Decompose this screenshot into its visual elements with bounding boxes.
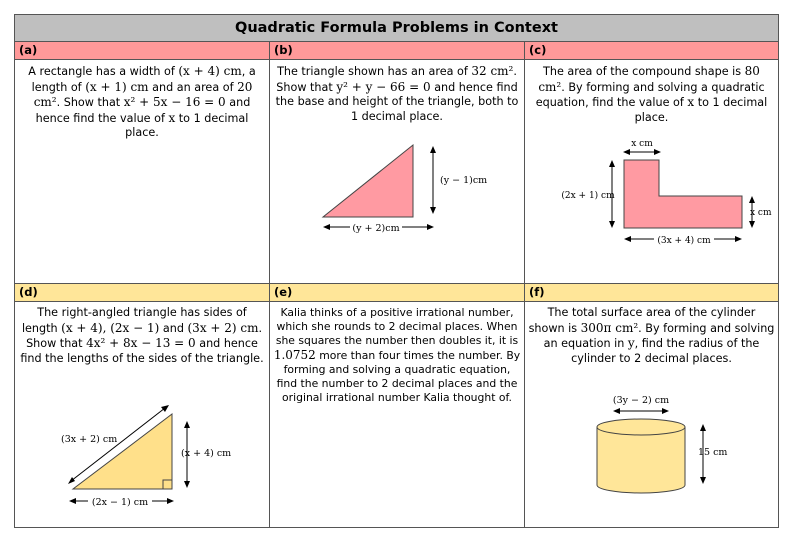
- l-shape: [624, 160, 742, 228]
- cell-c: [525, 42, 778, 283]
- cell-label: (b): [270, 42, 524, 60]
- problem-text: Kalia thinks of a positive irrational number, which she rounds to 2 decimal places. When she squares the number then doubles it, it is 1.0752 more than four times the number. By forming and solving a quadratic equation, find the number to 2 decimal places and the original irrational number Kalia thought of.: [273, 306, 521, 404]
- cell-b: [270, 42, 524, 283]
- triangle-diagram: [270, 42, 524, 283]
- arrowhead: [609, 160, 615, 167]
- worksheet-title: Quadratic Formula Problems in Context: [15, 15, 778, 42]
- cell-a: [15, 42, 269, 283]
- cell-label: (a): [15, 42, 269, 60]
- problem-text: A rectangle has a width of (x + 4) cm, a length of (x + 1) cm and an area of 20 cm². Show that x² + 5x − 16 = 0 and hence find the value of x to 1 decimal place.: [28, 64, 256, 140]
- arrowhead: [654, 149, 661, 155]
- diameter-label: (3y − 2) cm: [612, 395, 670, 406]
- arrowhead: [69, 498, 76, 504]
- right-label: x cm: [750, 208, 772, 218]
- arrowhead: [613, 408, 620, 414]
- arrowhead: [662, 408, 669, 414]
- arrowhead: [749, 221, 755, 228]
- arrowhead: [749, 196, 755, 203]
- cylinder-body: [597, 427, 685, 493]
- problem-text: The total surface area of the cylinder shown is 300π cm². By forming and solving an equation in y, find the radius of the cylinder to 2 decimal places.: [528, 306, 775, 365]
- cell-label: (f): [525, 284, 778, 302]
- arrowhead: [184, 481, 190, 488]
- triangle-shape: [323, 145, 413, 217]
- arrowhead: [430, 207, 436, 214]
- arrowhead: [430, 146, 436, 153]
- left-label: (2x + 1) cm: [561, 191, 615, 201]
- arrowhead: [167, 498, 174, 504]
- compound-shape-diagram: [525, 42, 778, 283]
- arrowhead: [427, 224, 434, 230]
- worksheet: [14, 14, 779, 528]
- arrowhead: [624, 236, 631, 242]
- cylinder-top: [597, 419, 685, 435]
- height-label: 15 cm: [698, 447, 728, 458]
- arrowhead: [184, 421, 190, 428]
- cell-e: [270, 284, 524, 528]
- hypotenuse-label: (3x + 2) cm: [61, 434, 118, 445]
- cell-label: (c): [525, 42, 778, 60]
- bottom-label: (3x + 4) cm: [657, 236, 711, 246]
- cell-d: [15, 284, 269, 528]
- height-label: (x + 4) cm: [181, 448, 232, 459]
- base-label: (2x − 1) cm: [91, 497, 149, 508]
- cell-f: [525, 284, 778, 528]
- arrowhead: [623, 149, 630, 155]
- cylinder-diagram: [525, 284, 778, 528]
- base-label: (y + 2)cm: [352, 223, 400, 234]
- arrowhead: [700, 477, 706, 484]
- cell-label: (d): [15, 284, 269, 302]
- cell-label: (e): [270, 284, 524, 302]
- right-triangle-diagram: [15, 284, 269, 528]
- arrowhead: [323, 224, 330, 230]
- height-label: (y − 1)cm: [440, 175, 488, 186]
- arrowhead: [609, 221, 615, 228]
- triangle-shape: [73, 414, 172, 489]
- arrowhead: [161, 405, 169, 412]
- top-label: x cm: [631, 139, 653, 149]
- problem-text: The area of the compound shape is 80 cm². By forming and solving a quadratic equation, find the value of x to 1 decimal place.: [535, 64, 768, 124]
- arrowhead: [735, 236, 742, 242]
- problem-text: The triangle shown has an area of 32 cm². Show that y² + y − 66 = 0 and hence find the base and height of the triangle, both to 1 decimal place.: [275, 64, 519, 123]
- arrowhead: [700, 424, 706, 431]
- problem-text: The right-angled triangle has sides of length (x + 4), (2x − 1) and (3x + 2) cm. Show that 4x² + 8x − 13 = 0 and hence find the lengths of the sides of the triangle.: [20, 306, 264, 365]
- arrowhead: [68, 477, 75, 484]
